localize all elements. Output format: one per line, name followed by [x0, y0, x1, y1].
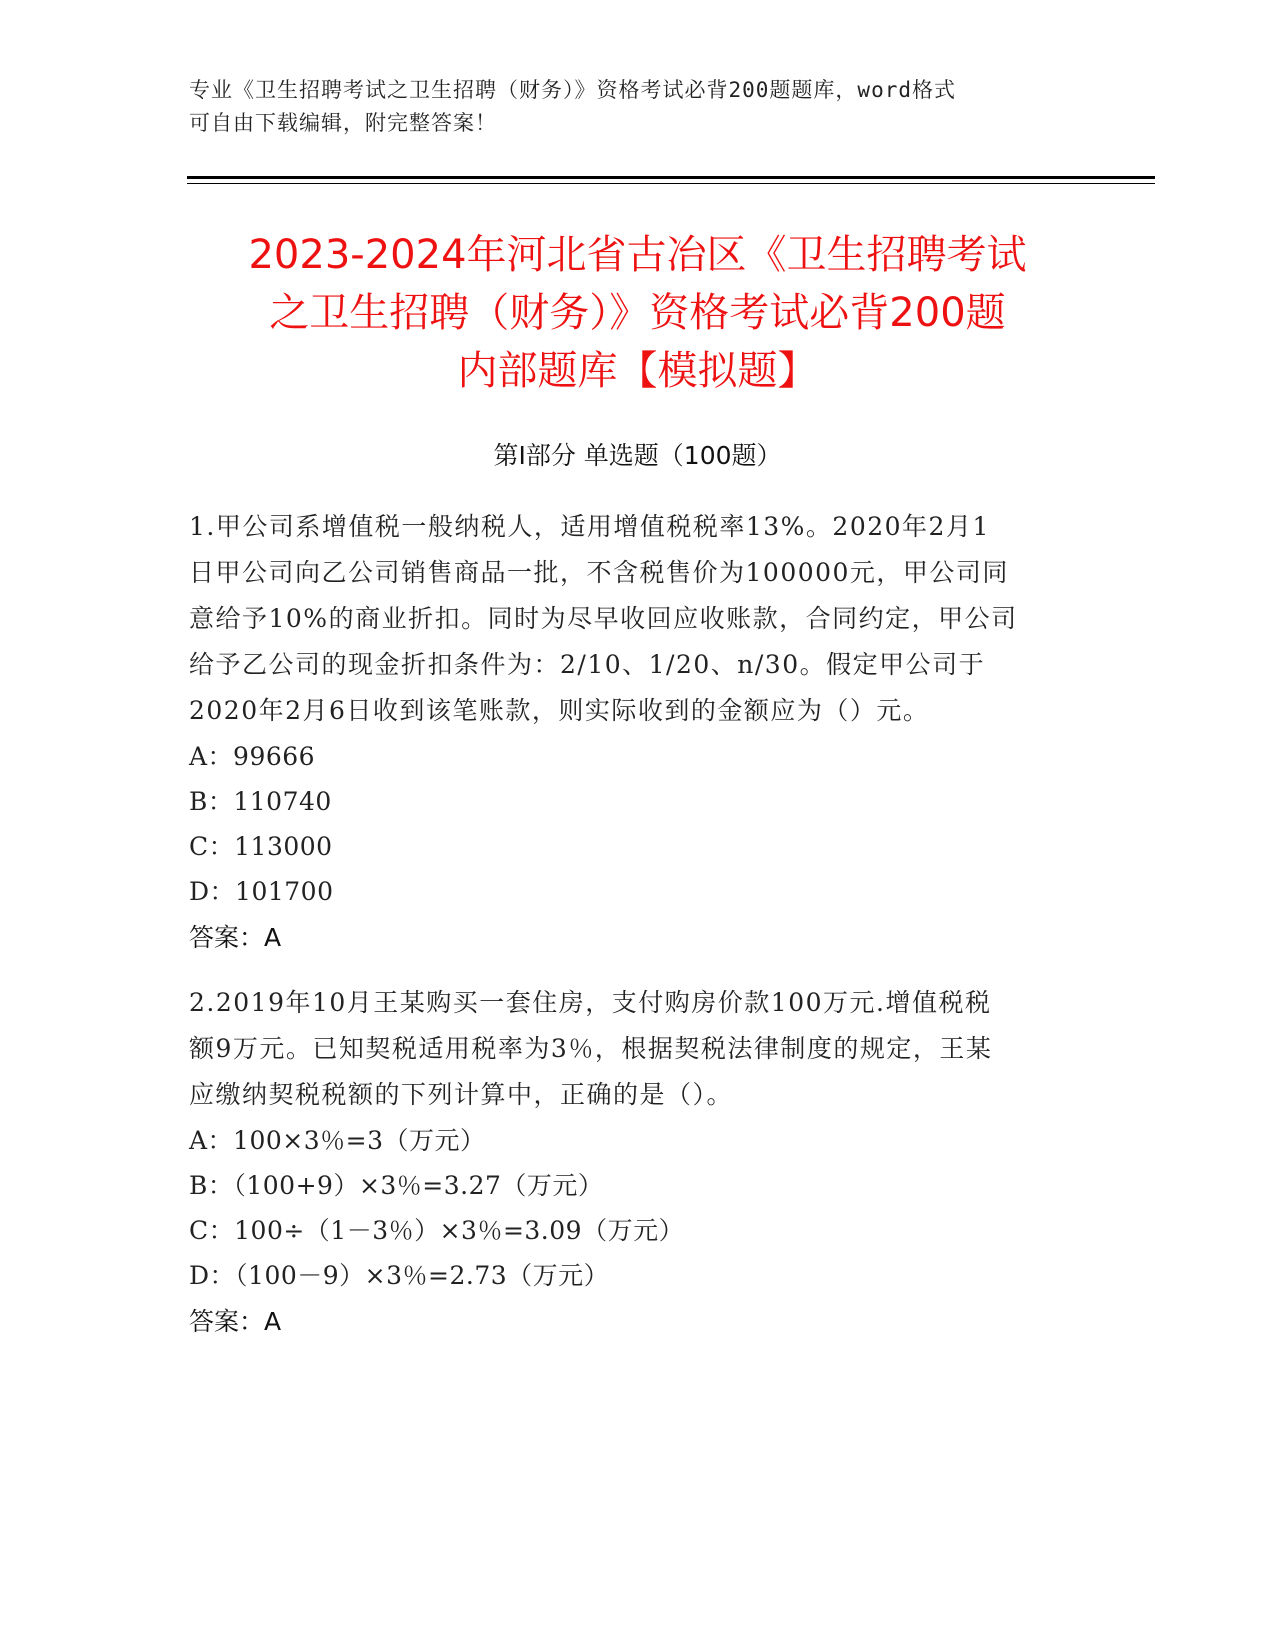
question-stem-line: 1.甲公司系增值税一般纳税人，适用增值税税率13%。2020年2月1 — [189, 512, 990, 541]
header-line-1: 专业《卫生招聘考试之卫生招聘（财务）》资格考试必背200题题库，word格式 — [189, 78, 956, 102]
title-line-2: 之卫生招聘（财务）》资格考试必背200题 — [269, 290, 1006, 336]
option-d: D：（100－9）×3％=2.73（万元） — [189, 1261, 610, 1290]
header-line-2: 可自由下载编辑，附完整答案！ — [189, 111, 497, 135]
option-c: C：113000 — [189, 832, 333, 861]
question-stem-line: 意给予10%的商业折扣。同时为尽早收回应收账款，合同约定，甲公司 — [189, 604, 1018, 633]
header-divider-thin — [187, 183, 1155, 184]
answer: 答案：A — [189, 923, 282, 952]
header-divider-thick — [187, 176, 1155, 179]
question-stem-line: 日甲公司向乙公司销售商品一批，不含税售价为100000元，甲公司同 — [189, 558, 1009, 587]
answer: 答案：A — [189, 1307, 282, 1336]
document-header — [189, 74, 1069, 140]
title-line-3: 内部题库【模拟题】 — [457, 348, 818, 394]
option-d: D：101700 — [189, 877, 334, 906]
question-2 — [189, 980, 1089, 1346]
option-a: A：99666 — [189, 742, 316, 771]
question-stem-line: 应缴纳契税税额的下列计算中，正确的是（）。 — [189, 1080, 734, 1109]
option-b: B：110740 — [189, 787, 332, 816]
title-line-1: 2023-2024年河北省古冶区《卫生招聘考试 — [248, 232, 1027, 278]
option-b: B：（100+9）×3％=3.27（万元） — [189, 1171, 604, 1200]
question-stem-line: 额9万元。已知契税适用税率为3％，根据契税法律制度的规定，王某 — [189, 1034, 993, 1063]
option-a: A：100×3％=3（万元） — [189, 1126, 486, 1155]
question-1 — [189, 504, 1089, 962]
section-heading: 第Ⅰ部分 单选题（100题） — [493, 441, 782, 470]
question-stem-line: 2.2019年10月王某购买一套住房，支付购房价款100万元.增值税税 — [189, 988, 992, 1017]
question-stem-line: 给予乙公司的现金折扣条件为：2/10、1/20、n/30。假定甲公司于 — [189, 650, 986, 679]
document-title — [180, 226, 1095, 400]
question-stem-line: 2020年2月6日收到该笔账款，则实际收到的金额应为（）元。 — [189, 696, 930, 725]
option-c: C：100÷（1－3％）×3％=3.09（万元） — [189, 1216, 685, 1245]
